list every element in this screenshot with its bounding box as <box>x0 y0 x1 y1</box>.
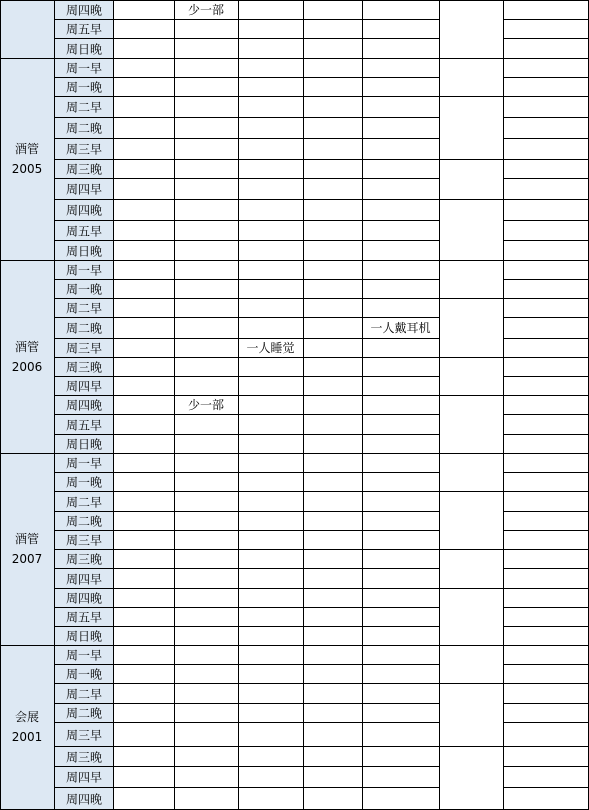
grid-line <box>503 453 589 454</box>
session-label-text: 周日晚 <box>66 629 103 644</box>
session-label-text: 周三早 <box>66 533 103 548</box>
grid-line <box>439 645 504 646</box>
grid-line <box>54 19 440 20</box>
session-label-text: 周一早 <box>66 263 103 278</box>
session-label <box>55 261 113 279</box>
session-label <box>55 747 113 766</box>
grid-line <box>54 338 440 339</box>
class-year: 2007 <box>11 552 43 566</box>
grid-line <box>54 138 440 139</box>
session-label-text: 周五早 <box>66 22 103 37</box>
grid-line <box>439 199 504 200</box>
grid-line <box>54 220 440 221</box>
grid-line <box>503 588 589 589</box>
session-label <box>55 179 113 199</box>
session-label-text: 周三早 <box>66 341 103 356</box>
grid-line <box>174 0 175 810</box>
session-label <box>55 118 113 138</box>
session-label <box>55 318 113 338</box>
grid-line <box>54 38 440 39</box>
session-label <box>55 627 113 645</box>
grid-line <box>0 453 55 454</box>
grid-line <box>0 260 55 261</box>
session-label-text: 周二晚 <box>66 121 103 136</box>
grid-line <box>503 19 589 20</box>
session-label <box>55 200 113 220</box>
grid-line <box>503 722 589 723</box>
grid-line <box>503 549 589 550</box>
grid-line <box>503 260 589 261</box>
session-label-text: 周二早 <box>66 100 103 115</box>
session-label <box>55 1 113 19</box>
session-label-text: 周四晚 <box>66 203 103 218</box>
grid-line <box>503 338 589 339</box>
grid-line <box>54 645 440 646</box>
session-label <box>55 221 113 240</box>
grid-line <box>503 159 589 160</box>
grid-line <box>54 240 440 241</box>
session-label <box>55 608 113 626</box>
session-label-text: 周四早 <box>66 572 103 586</box>
grid-line <box>54 0 440 1</box>
session-label <box>55 473 113 491</box>
session-label-text: 周四晚 <box>66 792 103 806</box>
grid-line <box>54 0 55 810</box>
session-label-text: 周四早 <box>66 379 103 394</box>
session-label-text: 周日晚 <box>66 42 103 56</box>
session-label <box>55 723 113 746</box>
remark-cell: 一人戴耳机 <box>370 321 431 335</box>
grid-line <box>54 434 440 435</box>
grid-line <box>54 626 440 627</box>
session-label-text: 周一早 <box>66 456 103 471</box>
grid-line <box>54 414 440 415</box>
grid-line <box>439 0 504 1</box>
session-label <box>55 684 113 703</box>
session-label <box>55 492 113 511</box>
session-label <box>55 160 113 178</box>
class-year: 2001 <box>11 730 43 744</box>
grid-line <box>503 787 589 788</box>
remark-cell: 一人睡觉 <box>246 341 295 355</box>
grid-line <box>503 178 589 179</box>
session-label-text: 周五早 <box>66 610 103 625</box>
session-label-text: 周三晚 <box>66 162 103 177</box>
session-label-text: 周二早 <box>66 301 103 316</box>
grid-line <box>439 298 504 299</box>
grid-line <box>503 491 589 492</box>
grid-line <box>439 491 504 492</box>
grid-line <box>503 77 589 78</box>
grid-line <box>54 588 440 589</box>
session-label <box>55 512 113 530</box>
grid-line <box>0 0 1 810</box>
grid-line <box>503 626 589 627</box>
session-label-text: 周一晚 <box>66 282 103 297</box>
grid-line <box>503 58 589 59</box>
grid-line <box>439 159 504 160</box>
grid-line <box>439 453 504 454</box>
session-label <box>55 788 113 809</box>
grid-line <box>54 511 440 512</box>
session-label <box>55 241 113 260</box>
session-label <box>55 97 113 117</box>
grid-line <box>439 746 504 747</box>
session-label-text: 周一晚 <box>66 475 103 490</box>
grid-line <box>503 645 589 646</box>
grid-line <box>0 0 55 1</box>
grid-line <box>503 568 589 569</box>
session-label-text: 周一早 <box>66 648 103 663</box>
grid-line <box>54 722 440 723</box>
session-label <box>55 20 113 38</box>
grid-line <box>503 395 589 396</box>
grid-line <box>54 664 440 665</box>
grid-line <box>503 683 589 684</box>
grid-line <box>54 117 440 118</box>
grid-line <box>503 117 589 118</box>
grid-line <box>503 138 589 139</box>
grid-line <box>503 703 589 704</box>
grid-line <box>503 0 589 1</box>
grid-line <box>503 376 589 377</box>
grid-line <box>54 787 440 788</box>
grid-line <box>503 38 589 39</box>
session-label-text: 周五早 <box>66 418 103 432</box>
grid-line <box>439 357 504 358</box>
session-label <box>55 339 113 357</box>
session-label-text: 周四晚 <box>66 591 103 606</box>
grid-line <box>503 414 589 415</box>
grid-line <box>503 0 504 810</box>
grid-line <box>54 376 440 377</box>
session-label-text: 周三早 <box>66 728 103 742</box>
grid-line <box>503 279 589 280</box>
grid-line <box>54 178 440 179</box>
grid-line <box>439 0 440 810</box>
session-label-text: 周四晚 <box>66 398 103 413</box>
grid-line <box>54 317 440 318</box>
session-label-text: 周二晚 <box>66 706 103 721</box>
grid-line <box>503 96 589 97</box>
session-label <box>55 531 113 549</box>
grid-line <box>362 0 363 810</box>
grid-line <box>439 96 504 97</box>
grid-line <box>503 664 589 665</box>
session-label <box>55 358 113 376</box>
remark-cell: 少一部 <box>187 3 224 17</box>
session-label-text: 周一晚 <box>66 667 103 682</box>
grid-line <box>54 298 440 299</box>
session-label-text: 周日晚 <box>66 437 103 452</box>
grid-line <box>54 199 440 200</box>
grid-line <box>54 96 440 97</box>
grid-line <box>503 240 589 241</box>
grid-line <box>54 746 440 747</box>
grid-line <box>54 568 440 569</box>
session-label <box>55 435 113 453</box>
grid-line <box>0 645 55 646</box>
session-label-text: 周四早 <box>66 770 103 785</box>
class-name: 酒管 <box>14 339 39 354</box>
grid-line <box>503 220 589 221</box>
session-label-text: 周二晚 <box>66 514 103 529</box>
session-label <box>55 569 113 588</box>
grid-line <box>54 549 440 550</box>
session-label <box>55 454 113 472</box>
grid-line <box>54 260 440 261</box>
class-year: 2006 <box>11 359 43 374</box>
grid-line <box>54 491 440 492</box>
session-label-text: 周三晚 <box>66 360 103 375</box>
class-cell <box>0 0 54 58</box>
session-label <box>55 589 113 607</box>
session-label-text: 周四早 <box>66 182 103 197</box>
session-label <box>55 767 113 787</box>
session-label <box>55 550 113 568</box>
grid-line <box>54 766 440 767</box>
session-label <box>55 396 113 414</box>
grid-line <box>503 511 589 512</box>
grid-line <box>54 357 440 358</box>
grid-line <box>54 77 440 78</box>
session-label-text: 周三晚 <box>66 750 103 764</box>
session-label <box>55 78 113 96</box>
grid-line <box>439 549 504 550</box>
session-label-text: 周一早 <box>66 61 103 76</box>
grid-line <box>503 766 589 767</box>
grid-line <box>54 530 440 531</box>
grid-line <box>439 683 504 684</box>
grid-line <box>54 395 440 396</box>
session-label-text: 周日晚 <box>66 244 103 258</box>
grid-line <box>303 0 304 810</box>
class-name: 会展 <box>14 710 39 724</box>
session-label-text: 周二晚 <box>66 321 103 336</box>
session-label <box>55 59 113 77</box>
grid-line <box>503 472 589 473</box>
session-label <box>55 415 113 434</box>
session-label <box>55 704 113 722</box>
remark-cell: 少一部 <box>187 398 224 412</box>
session-label-text: 周一晚 <box>66 80 103 95</box>
grid-line <box>0 58 55 59</box>
class-name: 酒管 <box>14 142 39 156</box>
session-label <box>55 139 113 159</box>
session-label-text: 周五早 <box>66 224 103 238</box>
class-name: 酒管 <box>14 532 39 546</box>
grid-line <box>503 607 589 608</box>
session-label <box>55 665 113 683</box>
grid-line <box>54 683 440 684</box>
grid-line <box>54 279 440 280</box>
grid-line <box>54 703 440 704</box>
grid-line <box>503 298 589 299</box>
session-label-text: 周三早 <box>66 142 103 157</box>
grid-line <box>113 0 114 810</box>
grid-line <box>503 199 589 200</box>
grid-line <box>54 159 440 160</box>
session-label-text: 周二早 <box>66 687 103 701</box>
grid-line <box>54 58 440 59</box>
class-year: 2005 <box>11 162 43 176</box>
grid-line <box>439 260 504 261</box>
session-label <box>55 39 113 58</box>
grid-line <box>503 434 589 435</box>
grid-line <box>503 317 589 318</box>
grid-line <box>439 58 504 59</box>
grid-line <box>238 0 239 810</box>
session-label <box>55 299 113 317</box>
grid-line <box>54 607 440 608</box>
session-label-text: 周四晚 <box>66 3 103 18</box>
session-label-text: 周二早 <box>66 495 103 509</box>
session-label <box>55 377 113 395</box>
session-label-text: 周三晚 <box>66 552 103 567</box>
grid-line <box>503 530 589 531</box>
session-label <box>55 280 113 298</box>
grid-line <box>503 746 589 747</box>
grid-line <box>54 453 440 454</box>
grid-line <box>54 472 440 473</box>
grid-line <box>439 588 504 589</box>
grid-line <box>503 357 589 358</box>
grid-line <box>439 395 504 396</box>
session-label <box>55 646 113 664</box>
